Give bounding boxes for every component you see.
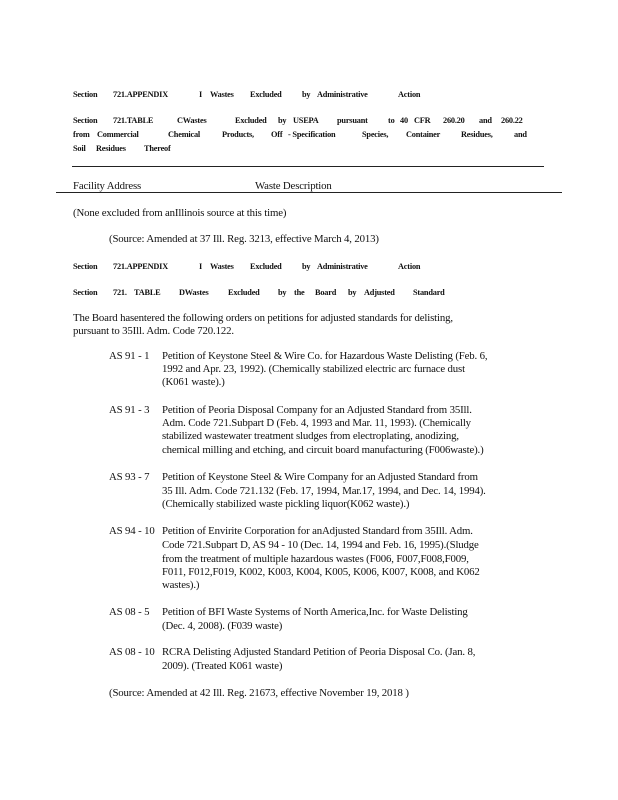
heading-word: 721.APPENDIX <box>113 90 168 99</box>
title-word: Section <box>73 288 98 297</box>
title-word: Residues, <box>461 130 493 139</box>
column-header-facility-address: Facility Address <box>73 180 142 192</box>
entry-line: Petition of Keystone Steel & Wire Company for an Adjusted Standard from <box>162 471 478 483</box>
title-word: Soil <box>73 144 86 153</box>
title-word: and <box>479 116 492 125</box>
divider-header <box>56 192 562 193</box>
entry-line: Code 721.Subpart D, AS 94 - 10 (Dec. 14, 1994 and Feb. 16, 1995).(Sludge <box>162 539 479 551</box>
source-note-2: (Source: Amended at 42 Ill. Reg. 21673, effective November 19, 2018 ) <box>109 687 409 699</box>
title-word: to <box>388 116 395 125</box>
title-word: pursuant <box>337 116 368 125</box>
entry-line: wastes).) <box>162 579 200 591</box>
entry-id: AS 93 - 7 <box>109 471 150 483</box>
heading-word: I <box>199 90 203 99</box>
entry-line: 35 Ill. Adm. Code 721.132 (Feb. 17, 1994, Mar.17, 1994, and Dec. 14, 1994). <box>162 485 486 497</box>
intro-line: The Board hasentered the following orders on petitions for adjusted standards for delisting, <box>73 312 453 324</box>
title-word: Off <box>271 130 283 139</box>
title-word: CWastes <box>177 116 207 125</box>
heading-word: Wastes <box>210 262 234 271</box>
intro-line: pursuant to 35Ill. Adm. Code 720.122. <box>73 325 234 337</box>
heading-word: Action <box>398 90 421 99</box>
entry-id: AS 08 - 5 <box>109 606 150 618</box>
entry-line: 1992 and Apr. 23, 1992). (Chemically stabilized electric arc furnace dust <box>162 363 465 375</box>
title-word: the <box>294 288 305 297</box>
heading-word: Section <box>73 90 98 99</box>
title-word: Commercial <box>97 130 139 139</box>
title-word: Adjusted <box>364 288 395 297</box>
entry-line: chemical milling and etching, and circuit board manufacturing (F006waste).) <box>162 444 484 456</box>
heading-word: by <box>302 262 311 271</box>
heading-word: Excluded <box>250 262 282 271</box>
column-header-waste-description: Waste Description <box>255 180 332 192</box>
entry-line: RCRA Delisting Adjusted Standard Petition of Peoria Disposal Co. (Jan. 8, <box>162 646 476 658</box>
title-word: Chemical <box>168 130 201 139</box>
entry-id: AS 91 - 1 <box>109 350 150 362</box>
entry-line: (K061 waste).) <box>162 376 225 388</box>
divider-top <box>72 166 544 167</box>
entry-line: Adm. Code 721.Subpart D (Feb. 4, 1993 and Mar. 11, 1993). (Chemically <box>162 417 471 429</box>
title-word: Excluded <box>228 288 260 297</box>
heading-word: Excluded <box>250 90 282 99</box>
heading-word: Administrative <box>317 262 368 271</box>
title-word: Species, <box>362 130 389 139</box>
title-word: TABLE <box>134 288 161 297</box>
title-word: Section <box>73 116 98 125</box>
entry-line: Petition of Peoria Disposal Company for an Adjusted Standard from 35Ill. <box>162 404 472 416</box>
title-word: and <box>514 130 527 139</box>
title-word: - Specification <box>288 130 336 139</box>
title-word: from <box>73 130 90 139</box>
title-word: Board <box>315 288 337 297</box>
entry-id: AS 91 - 3 <box>109 404 150 416</box>
heading-word: 721.APPENDIX <box>113 262 168 271</box>
entry-line: Petition of Keystone Steel & Wire Co. for Hazardous Waste Delisting (Feb. 6, <box>162 350 488 362</box>
heading-word: by <box>302 90 311 99</box>
title-word: Container <box>406 130 441 139</box>
title-word: Standard <box>413 288 445 297</box>
source-note-1: (Source: Amended at 37 Ill. Reg. 3213, effective March 4, 2013) <box>109 233 379 245</box>
title-word: by <box>348 288 357 297</box>
heading-word: Administrative <box>317 90 368 99</box>
heading-word: I <box>199 262 203 271</box>
entry-line: 2009). (Treated K061 waste) <box>162 660 283 672</box>
none-excluded-text: (None excluded from anIllinois source at this time) <box>73 207 287 219</box>
entry-line: from the treatment of multiple hazardous wastes (F006, F007,F008,F009, <box>162 553 469 565</box>
entry-line: Petition of Envirite Corporation for anAdjusted Standard from 35Ill. Adm. <box>162 525 473 537</box>
title-word: CFR <box>414 116 431 125</box>
title-word: 260.20 <box>443 116 465 125</box>
heading-word: Section <box>73 262 98 271</box>
title-word: 260.22 <box>501 116 523 125</box>
entry-line: stabilized wastewater treatment sludges from electroplating, anodizing, <box>162 430 459 442</box>
entry-id: AS 94 - 10 <box>109 525 155 537</box>
title-word: DWastes <box>179 288 209 297</box>
title-word: Residues <box>96 144 126 153</box>
title-word: Excluded <box>235 116 267 125</box>
entry-line: F011, F012,F019, K002, K003, K004, K005, K006, K007, K008, and K062 <box>162 566 480 578</box>
entry-line: (Dec. 4, 2008). (F039 waste) <box>162 620 283 632</box>
heading-word: Action <box>398 262 421 271</box>
entry-id: AS 08 - 10 <box>109 646 155 658</box>
entry-line: (Chemically stabilized waste pickling liquor(K062 waste).) <box>162 498 410 510</box>
title-word: by <box>278 116 287 125</box>
heading-word: Wastes <box>210 90 234 99</box>
title-word: by <box>278 288 287 297</box>
title-word: Products, <box>222 130 254 139</box>
title-word: 721.TABLE <box>113 116 154 125</box>
title-word: USEPA <box>293 116 319 125</box>
entry-line: Petition of BFI Waste Systems of North America,Inc. for Waste Delisting <box>162 606 468 618</box>
title-word: 721. <box>113 288 127 297</box>
title-word: 40 <box>400 116 408 125</box>
title-word: Thereof <box>144 144 171 153</box>
